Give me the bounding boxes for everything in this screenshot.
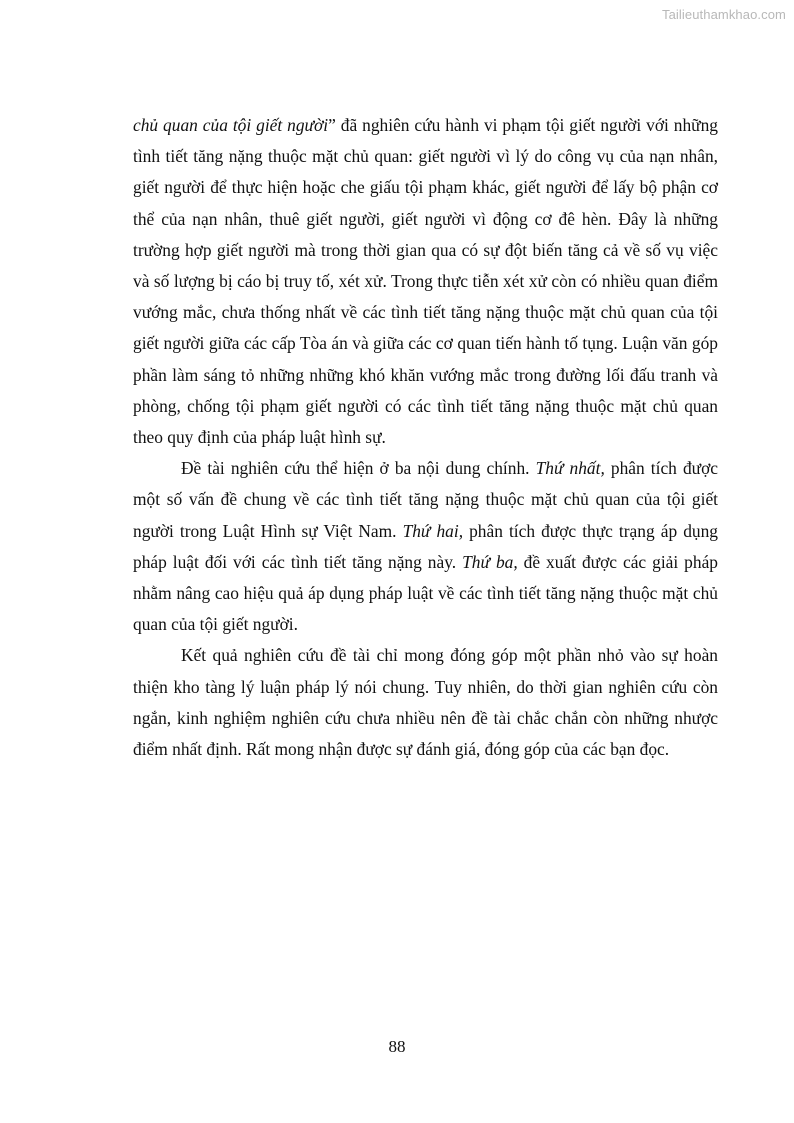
paragraph-3 — [133, 640, 718, 765]
italic-text-run: chủ quan của tội giết người — [133, 115, 329, 135]
page-number: 88 — [388, 1037, 406, 1056]
italic-text-run: Thứ ba, — [462, 551, 518, 572]
paragraph-1 — [133, 110, 718, 453]
text-run: phân tích được một số vấn đề chung về các tình tiết tăng nặng thuộc mặt chủ quan của tội giết người trong Luật Hình sự Việt Nam. — [133, 458, 718, 541]
italic-text-run: Thứ hai, — [402, 520, 464, 541]
text-run: phân tích được thực trạng áp dụng pháp luật đối với các tình tiết tăng nặng này. — [133, 520, 718, 572]
text-run: Đề tài nghiên cứu thể hiện ở ba nội dung chính. — [181, 458, 536, 479]
watermark-text: Tailieuthamkhao.com — [661, 7, 786, 22]
text-run: đề xuất được các giải pháp nhằm nâng cao hiệu quả áp dụng pháp luật về các tình tiết tăng nặng thuộc mặt chủ quan của tội giết người. — [133, 551, 718, 635]
italic-text-run: Thứ nhất, — [535, 458, 605, 479]
text-run: ” đã nghiên cứu hành vi phạm tội giết người với những tình tiết tăng nặng thuộc mặt chủ quan: giết người vì lý do công vụ của nạn nhân, giết người để thực hiện hoặc che giấu tội phạm khác, giết người để lấy bộ phận cơ thể của nạn nhân, thuê giết người, giết người vì động cơ đê hèn. Đây là những trường hợp giết người mà trong thời gian qua có sự đột biến tăng cả về số vụ việc và số lượng bị cáo bị truy tố, xét xử. Trong thực tiễn xét xử còn có nhiều quan điểm vướng mắc, chưa thống nhất về các tình tiết tăng nặng thuộc mặt chủ quan của tội giết người giữa các cấp Tòa án và giữa các cơ quan tiến hành tố tụng. Luận văn góp phần làm sáng tỏ những những khó khăn vướng mắc trong đường lối đấu tranh và phòng, chống tội phạm giết người có các tình tiết tăng nặng thuộc mặt chủ quan theo quy định của pháp luật hình sự. — [133, 115, 718, 448]
paragraph-2 — [133, 453, 718, 640]
page-body — [133, 110, 718, 765]
text-run: Kết quả nghiên cứu đề tài chỉ mong đóng góp một phần nhỏ vào sự hoàn thiện kho tàng lý luận pháp lý nói chung. Tuy nhiên, do thời gian nghiên cứu còn ngắn, kinh nghiệm nghiên cứu chưa nhiều nên đề tài chắc chắn còn những nhược điểm nhất định. Rất mong nhận được sự đánh giá, đóng góp của các bạn đọc. — [133, 645, 718, 760]
